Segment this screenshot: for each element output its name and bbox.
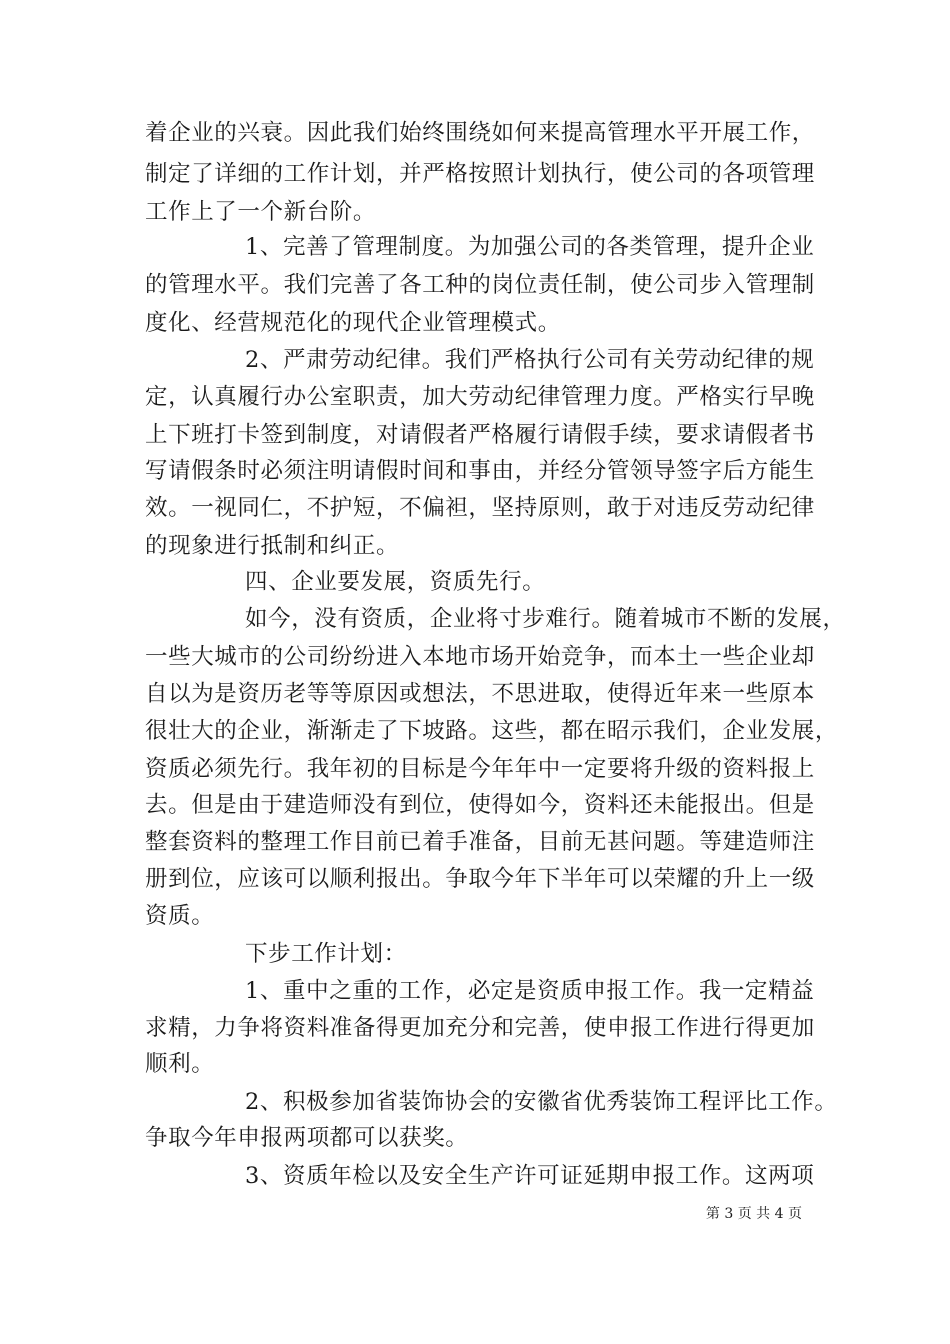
text-line: 2、严肃劳动纪律。我们严格执行公司有关劳动纪律的规 xyxy=(245,347,815,373)
text-line: 3、资质年检以及安全生产许可证延期申报工作。这两项 xyxy=(245,1163,815,1189)
text-line: 2、积极参加省装饰协会的安徽省优秀装饰工程评比工作。 xyxy=(245,1089,838,1115)
page-number-footer: 第 3 页 共 4 页 xyxy=(705,1206,802,1222)
text-line: 册到位，应该可以顺利报出。争取今年下半年可以荣耀的升上一级 xyxy=(145,866,815,892)
section-heading: 四、企业要发展，资质先行。 xyxy=(245,569,546,595)
text-line: 如今，没有资质，企业将寸步难行。随着城市不断的发展， xyxy=(245,606,846,632)
text-line: 一些大城市的公司纷纷进入本地市场开始竞争，而本土一些企业却 xyxy=(145,644,815,670)
text-line: 争取今年申报两项都可以获奖。 xyxy=(145,1125,469,1151)
text-line: 的管理水平。我们完善了各工种的岗位责任制，使公司步入管理制 xyxy=(145,272,815,298)
text-line: 求精，力争将资料准备得更加充分和完善，使申报工作进行得更加 xyxy=(145,1015,815,1041)
text-line: 1、完善了管理制度。为加强公司的各类管理，提升企业 xyxy=(245,234,815,260)
text-line: 效。一视同仁，不护短，不偏袒，坚持原则，敢于对违反劳动纪律 xyxy=(145,495,815,521)
text-line: 工作上了一个新台阶。 xyxy=(145,199,377,225)
text-line: 顺利。 xyxy=(145,1051,215,1077)
section-heading: 下步工作计划： xyxy=(245,941,407,967)
text-line: 去。但是由于建造师没有到位，使得如今，资料还未能报出。但是 xyxy=(145,792,815,818)
text-line: 整套资料的整理工作目前已着手准备，目前无甚问题。等建造师注 xyxy=(145,829,815,855)
text-line: 资质。 xyxy=(145,903,215,929)
text-line: 1、重中之重的工作，必定是资质申报工作。我一定精益 xyxy=(245,978,815,1004)
text-line: 定，认真履行办公室职责，加大劳动纪律管理力度。严格实行早晚 xyxy=(145,384,815,410)
text-line: 制定了详细的工作计划，并严格按照计划执行，使公司的各项管理 xyxy=(145,161,815,187)
text-line: 很壮大的企业，渐渐走了下坡路。这些，都在昭示我们，企业发展， xyxy=(145,718,839,744)
text-line: 上下班打卡签到制度，对请假者严格履行请假手续，要求请假者书 xyxy=(145,422,815,448)
text-line: 写请假条时必须注明请假时间和事由，并经分管领导签字后方能生 xyxy=(145,458,815,484)
text-line: 自以为是资历老等等原因或想法，不思进取，使得近年来一些原本 xyxy=(145,681,815,707)
text-line: 着企业的兴衰。因此我们始终围绕如何来提高管理水平开展工作， xyxy=(145,120,815,146)
text-line: 资质必须先行。我年初的目标是今年年中一定要将升级的资料报上 xyxy=(145,756,815,782)
text-line: 的现象进行抵制和纠正。 xyxy=(145,533,400,559)
text-line: 度化、经营规范化的现代企业管理模式。 xyxy=(145,310,561,336)
